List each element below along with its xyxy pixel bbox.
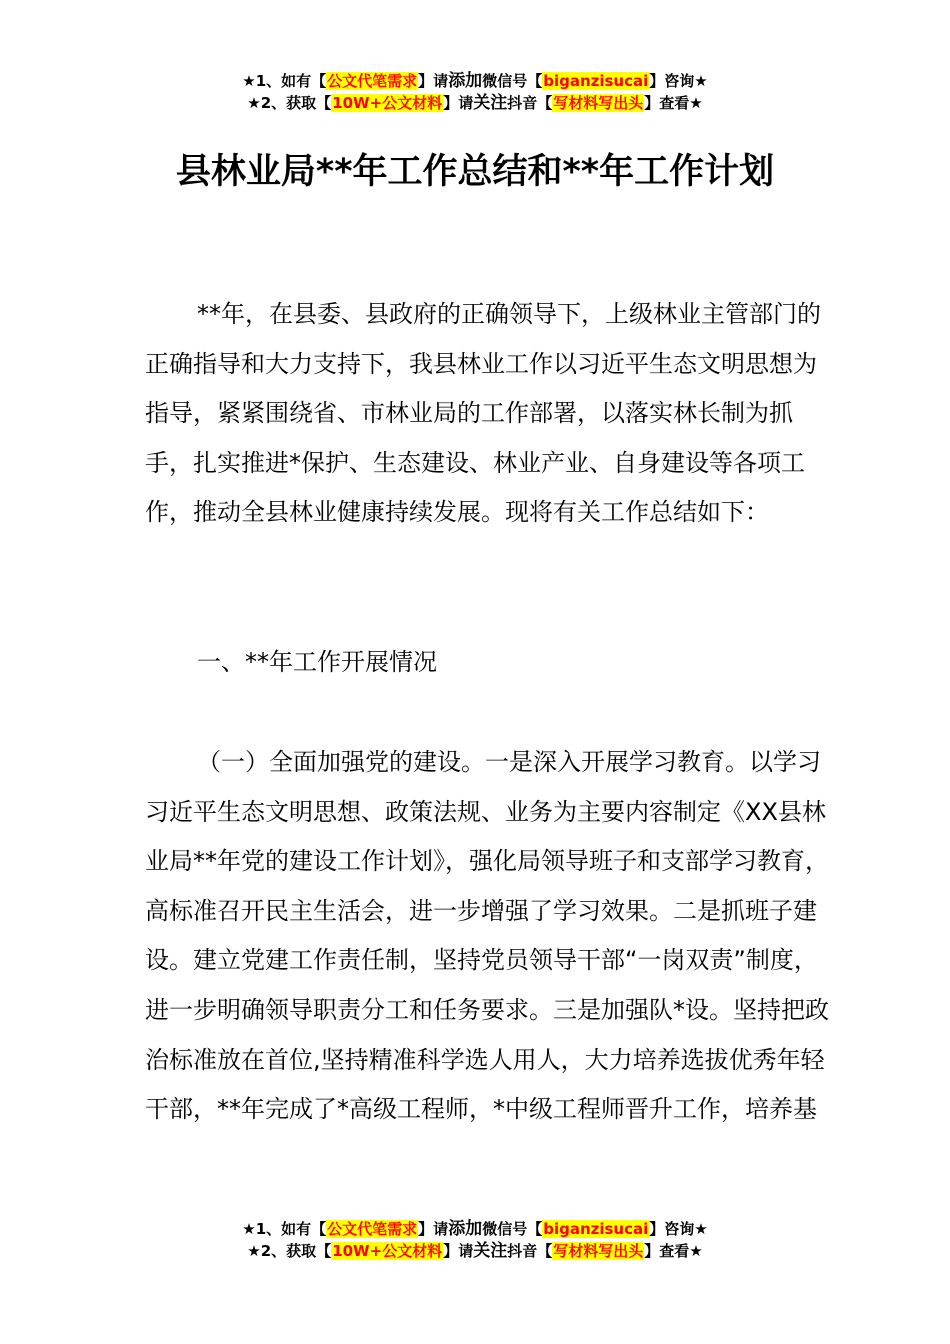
- promo-line-2-mid2: 抖音【: [507, 94, 553, 112]
- promo-line-1-mid: 】请: [418, 72, 449, 90]
- promo-line-1-highlight-service: 公文代笔需求: [327, 72, 418, 90]
- promo-line-1-prefix: ★1、如有【: [242, 1220, 327, 1238]
- promo-line-1-suffix: 】咨询★: [649, 72, 708, 90]
- promo-line-2-highlight-douyin: 写材料写出头: [553, 94, 644, 112]
- promo-line-1-mid2: 微信号【: [482, 72, 543, 90]
- promo-line-1-highlight-wechat: biganzisucai: [543, 1220, 649, 1238]
- promo-line-1-highlight-service: 公文代笔需求: [327, 1220, 418, 1238]
- promo-line-2-prefix: ★2、获取【: [247, 1242, 332, 1260]
- promo-banner-top: [0, 70, 950, 114]
- promo-line-2-mid2: 抖音【: [507, 1242, 553, 1260]
- promo-line-1-prefix: ★1、如有【: [242, 72, 327, 90]
- section-heading: 一、**年工作开展情况: [197, 648, 437, 676]
- promo-line-2-emphasis: 关注: [473, 1241, 508, 1261]
- promo-line-2: [0, 92, 950, 114]
- body-paragraph: （一）全面加强党的建设。一是深入开展学习教育。以学习习近平生态文明思想、政策法规、业务为主要内容制定《XX县林业局**年党的建设工作计划》，强化局领导班子和支部学习教育，高标准召开民主生活会，进一步增强了学习效果。二是抓班子建设。建立党建工作责任制，坚持党员领导干部“一岗双责”制度，进一步明确领导职责分工和任务要求。三是加强队*设。坚持把政治标准放在首位,坚持精准科学选人用人，大力培养选拔优秀年轻干部，**年完成了*高级工程师，*中级工程师晋升工作，培养基: [145, 748, 829, 1124]
- promo-line-2-highlight-materials: 10W+公文材料: [332, 94, 443, 112]
- promo-line-1-emphasis: 添加: [448, 1219, 483, 1239]
- promo-line-1-emphasis: 添加: [448, 71, 483, 91]
- promo-line-1: [0, 1218, 950, 1240]
- promo-line-2: [0, 1240, 950, 1262]
- promo-line-1: [0, 70, 950, 92]
- promo-line-2-emphasis: 关注: [473, 93, 508, 113]
- document-title: 县林业局**年工作总结和**年工作计划: [175, 152, 775, 192]
- promo-line-2-prefix: ★2、获取【: [247, 94, 332, 112]
- promo-line-1-highlight-wechat: biganzisucai: [543, 72, 649, 90]
- promo-line-2-suffix: 】查看★: [644, 94, 703, 112]
- promo-line-1-mid2: 微信号【: [482, 1220, 543, 1238]
- promo-line-2-mid: 】请: [443, 94, 474, 112]
- promo-banner-bottom: [0, 1218, 950, 1262]
- promo-line-2-highlight-douyin: 写材料写出头: [553, 1242, 644, 1260]
- intro-paragraph: **年，在县委、县政府的正确领导下，上级林业主管部门的正确指导和大力支持下，我县林业工作以习近平生态文明思想为指导，紧紧围绕省、市林业局的工作部署，以落实林长制为抓手，扎实推进*保护、生态建设、林业产业、自身建设等各项工作，推动全县林业健康持续发展。现将有关工作总结如下：: [145, 300, 821, 527]
- promo-line-1-suffix: 】咨询★: [649, 1220, 708, 1238]
- promo-line-2-mid: 】请: [443, 1242, 474, 1260]
- promo-line-2-suffix: 】查看★: [644, 1242, 703, 1260]
- promo-line-1-mid: 】请: [418, 1220, 449, 1238]
- promo-line-2-highlight-materials: 10W+公文材料: [332, 1242, 443, 1260]
